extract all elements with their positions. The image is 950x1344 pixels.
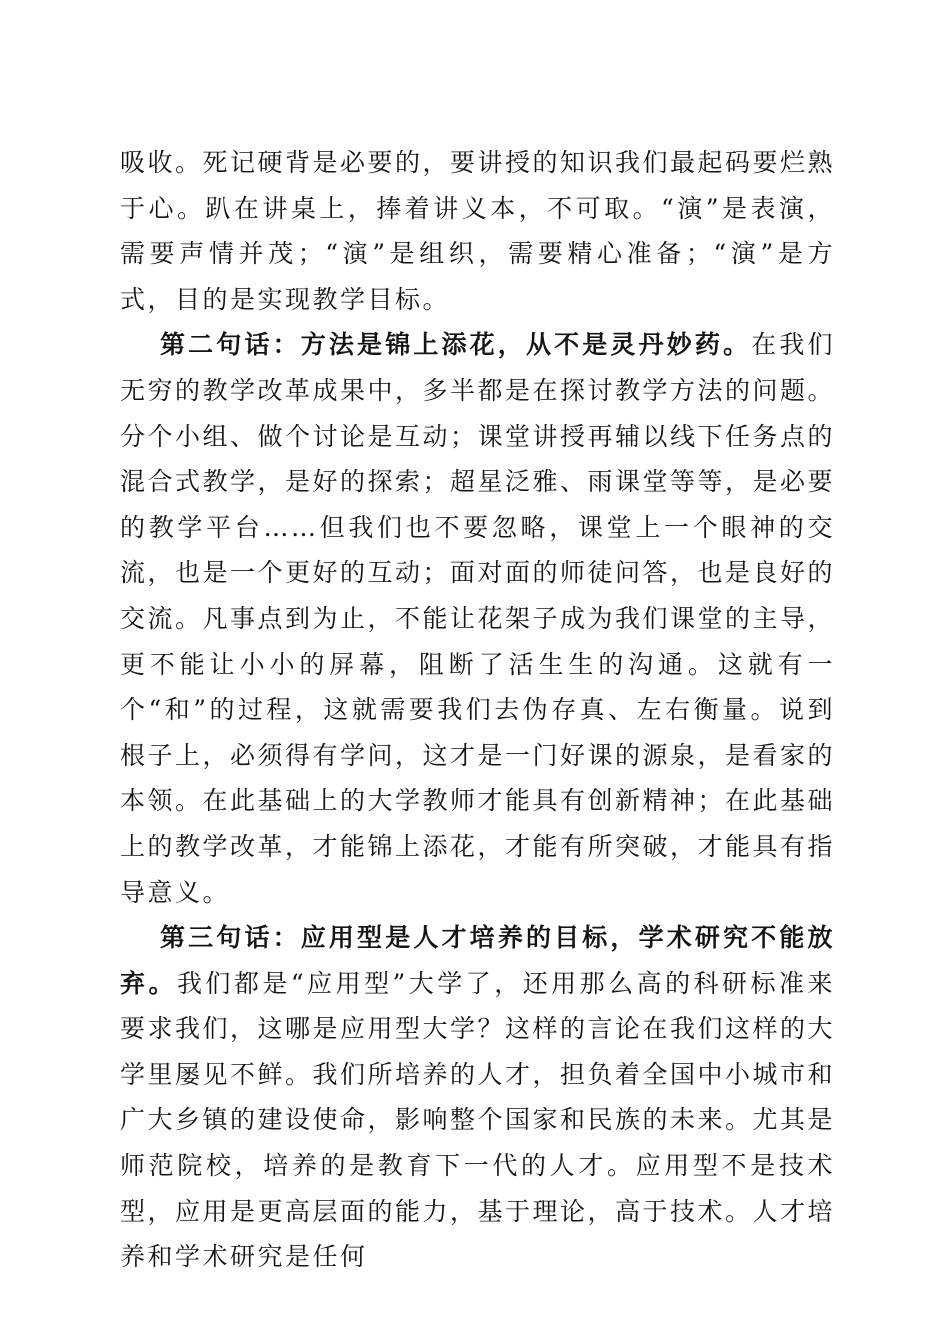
paragraph-heading: 第三句话：应用型是人才培养的目标，学术研究不能放弃。 <box>120 923 835 998</box>
paragraph-text: 吸收。死记硬背是必要的，要讲授的知识我们最起码要烂熟于心。趴在讲桌上，捧着讲义本，不可取。“演”是表演，需要声情并茂；“演”是组织，需要精心准备；“演”是方式，目的是实现教学目标。 <box>120 148 836 314</box>
paragraph-third-sentence <box>120 915 835 1280</box>
paragraph-continuation <box>120 140 835 322</box>
paragraph-heading: 第二句话：方法是锦上添花，从不是灵丹妙药。 <box>160 330 752 360</box>
paragraph-text: 在我们无穷的教学改革成果中，多半都是在探讨教学方法的问题。分个小组、做个讨论是互动；课堂讲授再辅以线下任务点的混合式教学，是好的探索；超星泛雅、雨课堂等等，是必要的教学平台……但我们也不要忽略，课堂上一个眼神的交流，也是一个更好的互动；面对面的师徒问答，也是良好的交流。凡事点到为止，不能让花架子成为我们课堂的主导，更不能让小小的屏幕，阻断了活生生的沟通。这就有一个“和”的过程，这就需要我们去伪存真、左右衡量。说到根子上，必须得有学问，这才是一门好课的源泉，是看家的本领。在此基础上的大学教师才能具有创新精神；在此基础上的教学改革，才能锦上添花，才能有所突破，才能具有指导意义。 <box>120 330 836 907</box>
paragraph-text: 我们都是“应用型”大学了，还用那么高的科研标准来要求我们，这哪是应用型大学？这样的言论在我们这样的大学里屡见不鲜。我们所培养的人才，担负着全国中小城市和广大乡镇的建设使命，影响整个国家和民族的未来。尤其是师范院校，培养的是教育下一代的人才。应用型不是技术型，应用是更高层面的能力，基于理论，高于技术。人才培养和学术研究是任何 <box>120 968 836 1272</box>
document-body <box>120 140 835 1280</box>
paragraph-second-sentence <box>120 322 835 915</box>
